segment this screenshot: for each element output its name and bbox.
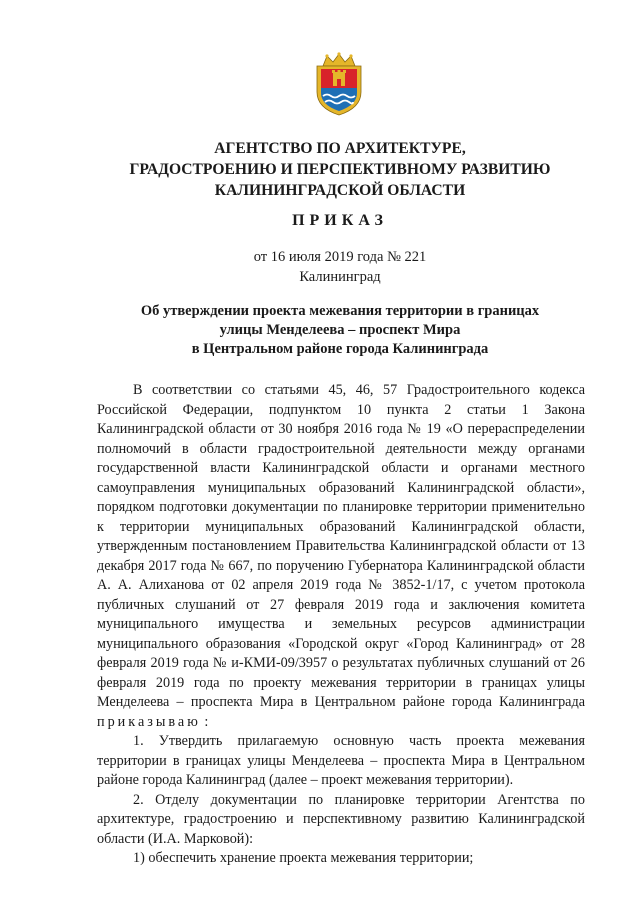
- agency-name: [90, 138, 590, 201]
- order-word: приказываю: [97, 713, 201, 730]
- item-2-paragraph: 2. Отделу документации по планировке территории Агентства по архитектуре, градостроению и перспективному развитию Калининградской области (И.А. Марковой):: [97, 791, 585, 847]
- kaliningrad-coat-of-arms-icon: [313, 52, 365, 116]
- agency-name-line3: КАЛИНИНГРАДСКОЙ ОБЛАСТИ: [214, 182, 466, 199]
- document-city: Калининград: [299, 269, 381, 285]
- subject-line2: улицы Менделеева – проспект Мира: [219, 322, 461, 338]
- document-body: [97, 381, 585, 869]
- agency-name-line2: ГРАДОСТРОЕНИЮ И ПЕРСПЕКТИВНОМУ РАЗВИТИЮ: [129, 161, 551, 178]
- subject-line3: в Центральном районе города Калининграда: [191, 341, 489, 357]
- document-date-block: [90, 247, 590, 287]
- agency-name-line1: АГЕНТСТВО ПО АРХИТЕКТУРЕ,: [214, 140, 466, 157]
- preamble-text: В соответствии со статьями 45, 46, 57 Градостроительного кодекса Российской Федерации, подпунктом 10 пункта 2 статьи 1 Закона Калининградской области от 30 ноября 2016 года № 19 «О перераспределении полномочий в области градостроительной деятельности между органами государственной власти Калининградской области и органами местного самоуправления муниципальных образований Калининградской области», порядком подготовки документации по планировке территории применительно к территории муниципальных образований Калининградской области, утвержденным постановлением Правительства Калининградской области от 13 декабря 2017 года № 667, по поручению Губернатора Калининградской области А. А. Алиханова от 02 апреля 2019 года № 3852-1/17, с учетом протокола публичных слушаний от 27 февраля 2019 года и заключения комитета муниципального имущества и земельных ресурсов администрации муниципального образования «Городской округ «Город Калининград» от 28 февраля 2019 года № и-КМИ-09/3957 о результатах публичных слушаний от 26 февраля 2019 года по проекту межевания территории в границах улицы Менделеева – проспекта Мира в Центральном районе города Калининграда: [97, 382, 585, 710]
- subject-line1: Об утверждении проекта межевания территории в границах: [140, 303, 540, 319]
- item-2-subitem-1: 1) обеспечить хранение проекта межевания территории;: [133, 850, 474, 866]
- order-colon: :: [204, 713, 209, 730]
- preamble-paragraph: [97, 381, 585, 732]
- document-subject: [90, 302, 590, 359]
- document-type-title: ПРИКАЗ: [292, 212, 388, 229]
- item-1-paragraph: 1. Утвердить прилагаемую основную часть проекта межевания территории в границах улицы Менделеева – проспекта Мира в Центральном районе города Калининград (далее – проект межевания территории).: [97, 733, 585, 788]
- document-date-number: от 16 июля 2019 года № 221: [253, 249, 427, 265]
